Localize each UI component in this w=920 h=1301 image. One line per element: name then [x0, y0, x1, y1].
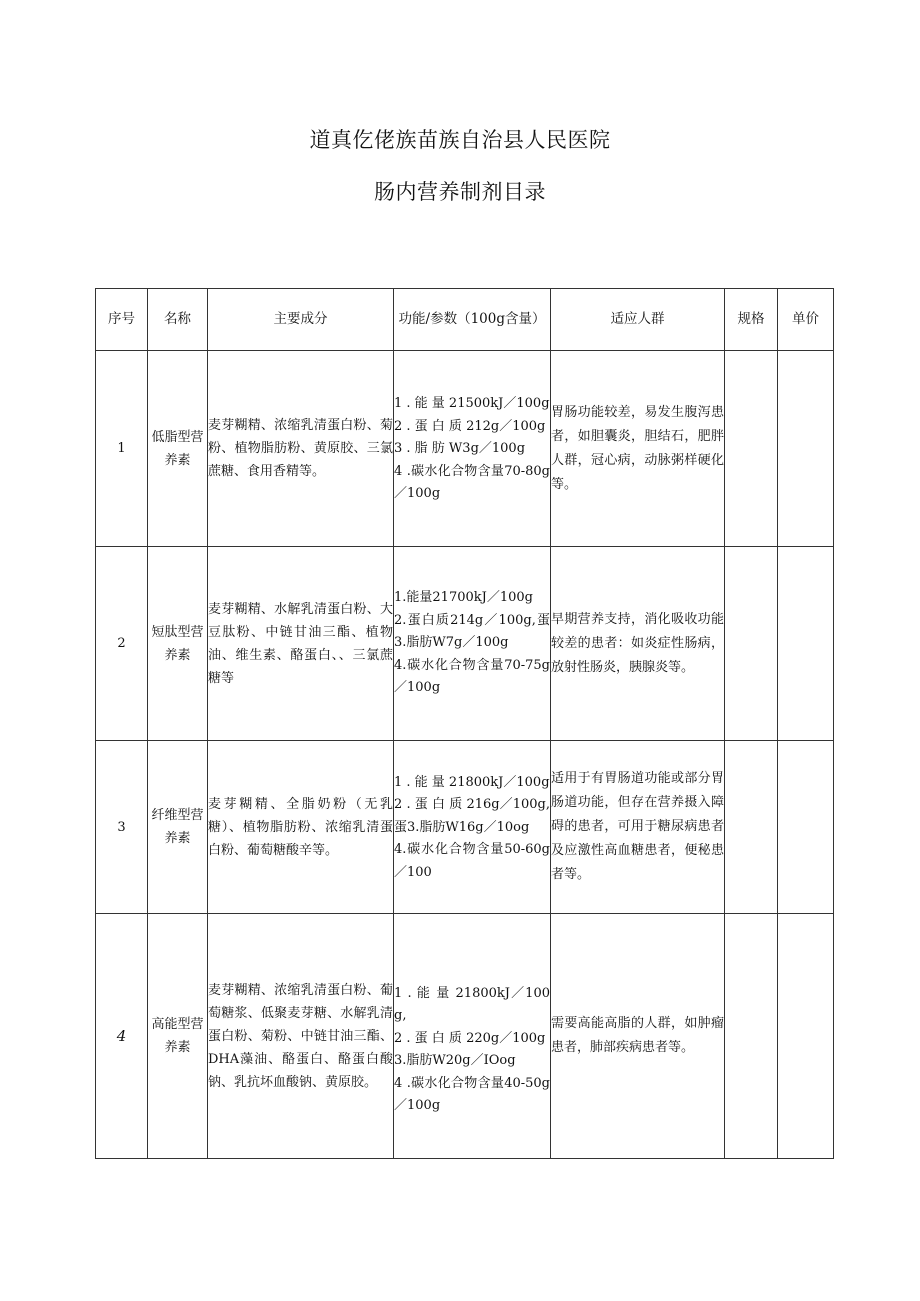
- header-spec: 规格: [725, 289, 778, 351]
- function-line: 4.碳水化合物含量70-75g／100g: [394, 657, 550, 696]
- row-function: [394, 741, 551, 914]
- row-name: 高能型营养素: [148, 914, 208, 1159]
- row-spec: [725, 547, 778, 741]
- header-audience: 适应人群: [551, 289, 725, 351]
- row-function: [394, 914, 551, 1159]
- function-line: 1.能量21700kJ／100g: [394, 590, 533, 606]
- row-audience: 胃肠功能较差，易发生腹泻患者，如胆囊炎，胆结石，肥胖人群，冠心病，动脉粥样硬化等。: [551, 351, 725, 547]
- header-name: 名称: [148, 289, 208, 351]
- row-ingredients: 麦芽糊精、全脂奶粉（无乳糖）、植物脂肪粉、浓缩乳清蛋白粉、葡萄糖酸辛等。: [208, 741, 394, 914]
- header-function: 功能/参数（100g含量）: [394, 289, 551, 351]
- row-seq: 4: [96, 914, 148, 1159]
- function-line: 2 . 蛋 白 质 216g／100g,蛋3.脂肪W16g／10og: [394, 797, 550, 835]
- function-line: 4.碳水化合物含量50-60g／100: [394, 842, 550, 880]
- function-line: 3 . 脂 肪 W3g／100g: [394, 441, 526, 457]
- row-seq: 1: [96, 351, 148, 547]
- function-line: 1 . 能 量 21500kJ／100g: [394, 396, 550, 412]
- header-ingredients: 主要成分: [208, 289, 394, 351]
- function-line: 1 . 能 量 21800kJ／100g,: [394, 985, 550, 1023]
- function-line: 2 . 蛋 白 质 212g／100g: [394, 418, 546, 434]
- table-row: [96, 547, 834, 741]
- row-function: [394, 547, 551, 741]
- header-price: 单价: [778, 289, 834, 351]
- table-row: [96, 914, 834, 1159]
- row-spec: [725, 351, 778, 547]
- row-audience: 适用于有胃肠道功能或部分胃肠道功能，但存在营养摄入障碍的患者，可用于糖尿病患者及应激性高血糖患者，便秘患者等。: [551, 741, 725, 914]
- row-price: [778, 741, 834, 914]
- function-line: 3.脂肪W20g／IOog: [394, 1053, 516, 1068]
- row-spec: [725, 914, 778, 1159]
- function-line: 4 .碳水化合物含量40-50g／100g: [394, 1075, 550, 1113]
- row-seq: 2: [96, 547, 148, 741]
- row-ingredients: 麦芽糊精、浓缩乳清蛋白粉、菊粉、植物脂肪粉、黄原胶、三氯蔗糖、食用香精等。: [208, 351, 394, 547]
- function-line: 2 . 蛋 白 质 220g／100g: [394, 1030, 546, 1046]
- row-name: 短肽型营养素: [148, 547, 208, 741]
- function-line: 4 .碳水化合物含量70-80g／100g: [394, 463, 550, 502]
- row-name: 低脂型营养素: [148, 351, 208, 547]
- row-ingredients: 麦芽糊精、浓缩乳清蛋白粉、葡萄糖浆、低聚麦芽糖、水解乳清蛋白粉、菊粉、中链甘油三酯、DHA藻油、酪蛋白、酪蛋白酸钠、乳抗坏血酸钠、黄原胶。: [208, 914, 394, 1159]
- row-audience: 早期营养支持，消化吸收功能较差的患者：如炎症性肠病，放射性肠炎，胰腺炎等。: [551, 547, 725, 741]
- row-name: 纤维型营养素: [148, 741, 208, 914]
- function-line: 2.蛋白质214g／100g,蛋3.脂肪W7g／100g: [394, 612, 550, 651]
- nutrition-catalog-table: [95, 288, 834, 1159]
- row-price: [778, 351, 834, 547]
- table-row: [96, 351, 834, 547]
- row-price: [778, 914, 834, 1159]
- row-audience: 需要高能高脂的人群，如肿瘤患者，肺部疾病患者等。: [551, 914, 725, 1159]
- function-line: 1 . 能 量 21800kJ／100g: [394, 774, 550, 790]
- hospital-title: 道真仡佬族苗族自治县人民医院: [309, 128, 611, 152]
- row-price: [778, 547, 834, 741]
- row-spec: [725, 741, 778, 914]
- row-seq: 3: [96, 741, 148, 914]
- row-ingredients: 麦芽糊精、水解乳清蛋白粉、大豆肽粉、中链甘油三酯、植物油、维生素、酪蛋白、、三氯蔗糖等: [208, 547, 394, 741]
- row-function: [394, 351, 551, 547]
- table-header-row: [96, 289, 834, 351]
- table-row: [96, 741, 834, 914]
- header-seq: 序号: [96, 289, 148, 351]
- catalog-title: 肠内营养制剂目录: [374, 180, 546, 204]
